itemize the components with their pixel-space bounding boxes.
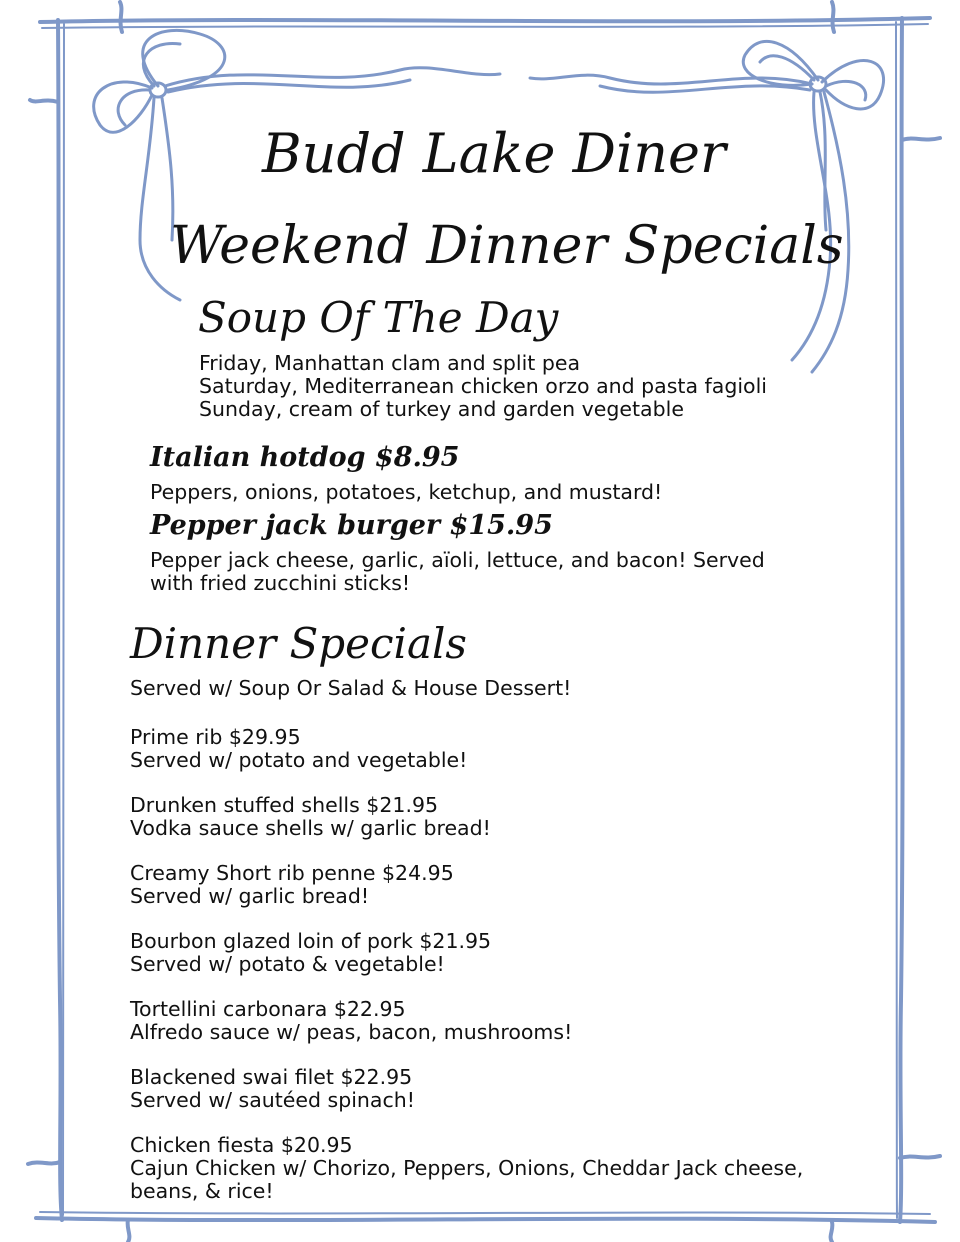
- feature-title-burger: Pepper jack burger $15.95: [150, 510, 553, 541]
- list-item: [130, 1134, 803, 1203]
- special-title: Tortellini carbonara $22.95: [130, 997, 406, 1021]
- list-item: [130, 930, 803, 976]
- feature-description-burger: [150, 549, 765, 595]
- ribbon-bow-right: [530, 41, 884, 372]
- special-title: Creamy Short rib penne $24.95: [130, 861, 454, 885]
- soup-list: [199, 352, 767, 421]
- list-item: [130, 794, 803, 840]
- feature-description-hotdog: [150, 481, 662, 504]
- feature-title-hotdog: Italian hotdog $8.95: [150, 442, 460, 473]
- soup-day-saturday: Saturday, Mediterranean chicken orzo and pasta fagioli: [199, 374, 767, 398]
- dinner-specials-list: [130, 726, 803, 1225]
- special-title: Blackened swai filet $22.95: [130, 1065, 413, 1089]
- special-title: Chicken fiesta $20.95: [130, 1133, 353, 1157]
- soup-heading: Soup Of The Day: [198, 293, 559, 342]
- special-description: Served w/ potato and vegetable!: [130, 748, 468, 772]
- list-item: [130, 998, 803, 1044]
- feature-description-line: with fried zucchini sticks!: [150, 571, 411, 595]
- special-title: Prime rib $29.95: [130, 725, 301, 749]
- page-title: Budd Lake Diner: [262, 122, 726, 185]
- special-description: Served w/ potato & vegetable!: [130, 952, 445, 976]
- dinner-note: Served w/ Soup Or Salad & House Dessert!: [130, 676, 572, 700]
- soup-day-friday: Friday, Manhattan clam and split pea: [199, 351, 581, 375]
- special-description: Vodka sauce shells w/ garlic bread!: [130, 816, 491, 840]
- special-description: Served w/ garlic bread!: [130, 884, 370, 908]
- special-title: Drunken stuffed shells $21.95: [130, 793, 439, 817]
- page-subtitle: Weekend Dinner Specials: [170, 216, 844, 276]
- list-item: [130, 862, 803, 908]
- special-description: Cajun Chicken w/ Chorizo, Peppers, Onions, Cheddar Jack cheese,: [130, 1156, 804, 1180]
- feature-description-line: Peppers, onions, potatoes, ketchup, and mustard!: [150, 480, 663, 504]
- list-item: [130, 1066, 803, 1112]
- special-title: Bourbon glazed loin of pork $21.95: [130, 929, 492, 953]
- list-item: [130, 726, 803, 772]
- special-description: Alfredo sauce w/ peas, bacon, mushrooms!: [130, 1020, 573, 1044]
- feature-description-line: Pepper jack cheese, garlic, aïoli, lettuce, and bacon! Served: [150, 548, 765, 572]
- soup-day-sunday: Sunday, cream of turkey and garden vegetable: [199, 397, 684, 421]
- dinner-heading: Dinner Specials: [130, 619, 467, 668]
- special-description: Served w/ sautéed spinach!: [130, 1088, 415, 1112]
- special-description: beans, & rice!: [130, 1179, 274, 1203]
